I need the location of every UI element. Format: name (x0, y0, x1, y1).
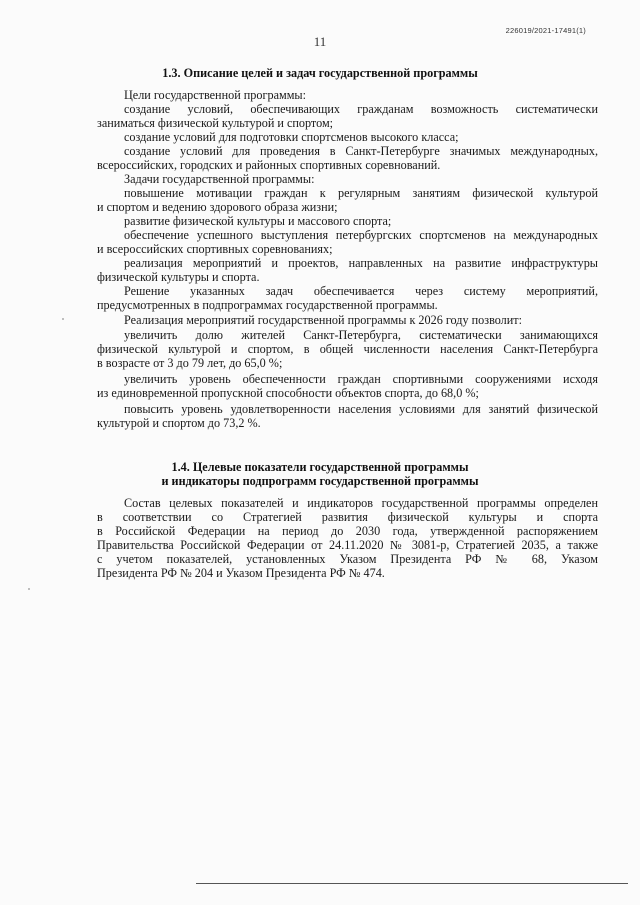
section-heading-1-4: 1.4. Целевые показатели государственной программы (171, 460, 469, 474)
paragraph-line: заниматься физической культурой и спортом; (97, 116, 334, 130)
paragraph-line: из единовременной пропускной способности объектов спорта, до 68,0 %; (97, 386, 479, 400)
paragraph-line: повысить уровень удовлетворенности населения условиями для занятий физической (124, 402, 598, 416)
paragraph-line: создание условий для подготовки спортсменов высокого класса; (124, 130, 459, 144)
page-number: 11 (313, 34, 327, 49)
paragraph-line: в Российской Федерации на период до 2030 года, утвержденной распоряжением (97, 524, 598, 538)
paragraph-line: в возрасте от 3 до 79 лет, до 65,0 %; (97, 356, 283, 370)
paragraph-line: реализация мероприятий и проектов, направленных на развитие инфраструктуры (124, 256, 598, 270)
paragraph-line: в соответствии со Стратегией развития физической культуры и спорта (97, 510, 598, 524)
paragraph-line: увеличить долю жителей Санкт-Петербурга, систематически занимающихся (124, 328, 598, 342)
paragraph-line: культурой и спортом до 73,2 %. (97, 416, 261, 430)
paragraph-line: создание условий для проведения в Санкт-Петербурге значимых международных, (124, 144, 598, 158)
paragraph-line: увеличить уровень обеспеченности граждан спортивными сооружениями исходя (124, 372, 598, 386)
paragraph-line: развитие физической культуры и массового спорта; (124, 214, 392, 228)
document-id: 226019/2021-17491(1) (505, 26, 586, 35)
paragraph-line: обеспечение успешного выступления петербургских спортсменов на международных (124, 228, 598, 242)
section-heading-1-3: 1.3. Описание целей и задач государственной программы (162, 66, 478, 80)
paragraph-line: Решение указанных задач обеспечивается через систему мероприятий, (124, 284, 598, 298)
scan-speck (62, 318, 64, 320)
paragraph-line: Состав целевых показателей и индикаторов государственной программы определен (124, 496, 598, 510)
paragraph-line: физической культуры и спорта. (97, 270, 260, 284)
paragraph-line: Президента РФ № 204 и Указом Президента РФ № 474. (97, 566, 385, 580)
paragraph-line: Реализация мероприятий государственной программы к 2026 году позволит: (124, 313, 522, 327)
paragraph-line: Задачи государственной программы: (124, 172, 315, 186)
paragraph-line: Цели государственной программы: (124, 88, 306, 102)
paragraph-line: и спортом и ведению здорового образа жизни; (97, 200, 338, 214)
paragraph-line: повышение мотивации граждан к регулярным занятиям физической культурой (124, 186, 598, 200)
paragraph-line: физической культурой и спортом, в общей численности населения Санкт-Петербурга (97, 342, 598, 356)
footer-rule (196, 883, 628, 884)
paragraph-line: создание условий, обеспечивающих гражданам возможность систематически (124, 102, 598, 116)
paragraph-line: всероссийских, городских и районных спортивных соревнований. (97, 158, 441, 172)
scan-speck (28, 588, 30, 590)
paragraph-line: и всероссийских спортивных соревнованиях; (97, 242, 333, 256)
paragraph-line: Правительства Российской Федерации от 24.11.2020 № 3081-р, Стратегией 2035, а также (97, 538, 598, 552)
paragraph-line: с учетом показателей, установленных Указом Президента РФ № 68, Указом (97, 552, 598, 566)
paragraph-line: предусмотренных в подпрограммах государственной программы. (97, 298, 438, 312)
section-heading-1-4-line2: и индикаторы подпрограмм государственной программы (161, 474, 479, 488)
